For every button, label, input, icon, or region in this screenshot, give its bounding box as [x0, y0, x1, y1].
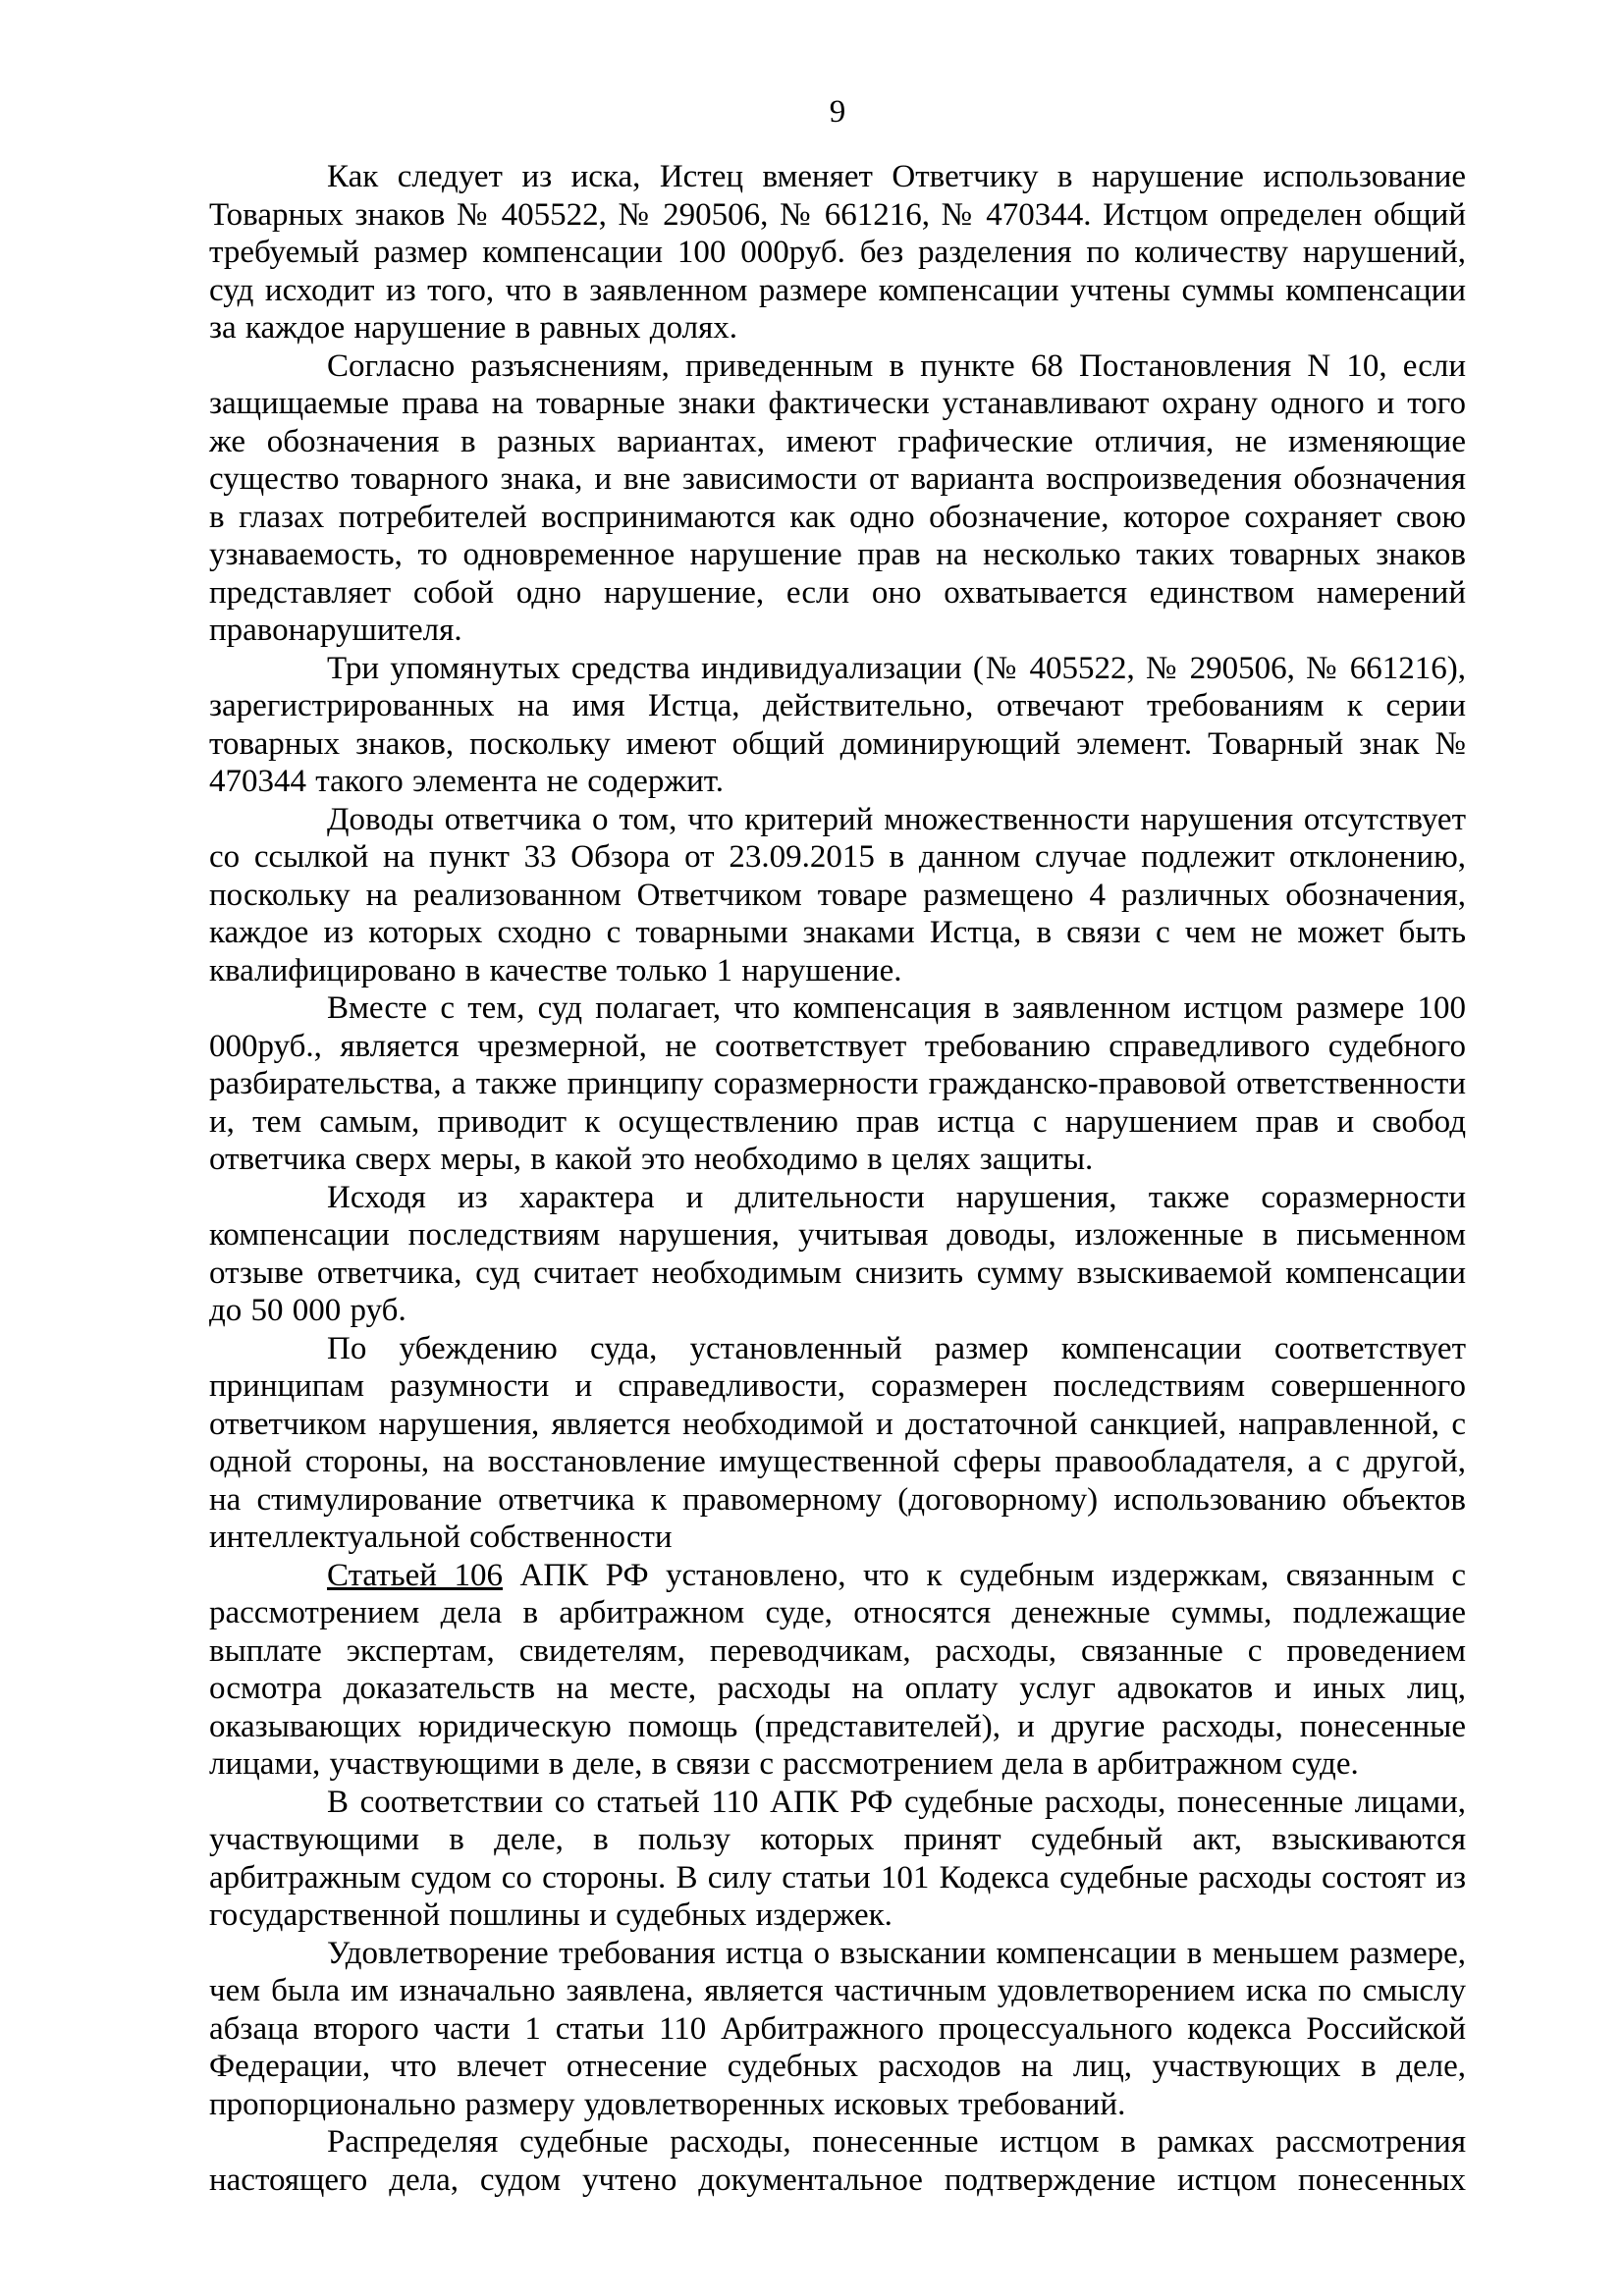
paragraph [209, 1784, 1466, 1935]
paragraph [209, 158, 1466, 347]
paragraph [209, 650, 1466, 801]
paragraph-text: АПК РФ установлено, что к судебным издержкам, связанным с рассмотрением дела в арбитражном суде, относятся денежные суммы, подлежащие выплате экспертам, свидетелям, переводчикам, расходы, связанные с проведением осмотра доказательств на месте, расходы на оплату услуг адвокатов и иных лиц, оказывающих юридическую помощь (представителей), и другие расходы, понесенные лицами, участвующими в деле, в связи с рассмотрением дела в арбитражном суде. [209, 1557, 1466, 1782]
paragraph [209, 347, 1466, 650]
paragraph-text: Вместе с тем, суд полагает, что компенсация в заявленном истцом размере 100 000руб., является чрезмерной, не соответствует требованию справедливого судебного разбирательства, а также принципу соразмерности гражданско-правовой ответственности и, тем самым, приводит к осуществлению прав истца с нарушением прав и свобод ответчика сверх меры, в какой это необходимо в целях защиты. [209, 990, 1466, 1177]
underlined-phrase: Статьей 106 [327, 1557, 503, 1593]
paragraph-text: Согласно разъяснениям, приведенным в пункте 68 Постановления N 10, если защищаемые права на товарные знаки фактически устанавливают охрану одного и того же обозначения в разных вариантах, имеют графические отличия, не изменяющие существо товарного знака, и вне зависимости от варианта воспроизведения обозначения в глазах потребителей воспринимаются как одно обозначение, которое сохраняет свою узнаваемость, то одновременное нарушение прав на несколько таких товарных знаков представляет собой одно нарушение, если оно охватывается единством намерений правонарушителя. [209, 347, 1466, 648]
paragraph-text: По убеждению суда, установленный размер компенсации соответствует принципам разумности и справедливости, соразмерен последствиям совершенного ответчиком нарушения, является необходимой и достаточной санкцией, направленной, с одной стороны, на восстановление имущественной сферы правообладателя, а с другой, на стимулирование ответчика к правомерному (договорному) использованию объектов интеллектуальной собственности [209, 1330, 1466, 1555]
page-number: 9 [829, 94, 846, 130]
paragraph-text: Три упомянутых средства индивидуализации (№ 405522, № 290506, № 661216), зарегистрированных на имя Истца, действительно, отвечают требованиям к серии товарных знаков, поскольку имеют общий доминирующий элемент. Товарный знак № 470344 такого элемента не содержит. [209, 650, 1466, 799]
paragraph [209, 1330, 1466, 1557]
paragraph [209, 1935, 1466, 2124]
paragraph-text: Исходя из характера и длительности нарушения, также соразмерности компенсации последствиям нарушения, учитывая доводы, изложенные в письменном отзыве ответчика, суд считает необходимым снизить сумму взыскиваемой компенсации до 50 000 руб. [209, 1179, 1466, 1328]
paragraph-text: Распределяя судебные расходы, понесенные истцом в рамках рассмотрения настоящего дела, судом учтено документальное подтверждение истцом понесенных [209, 2124, 1466, 2198]
paragraph [209, 1557, 1466, 1784]
paragraph [209, 801, 1466, 990]
paragraph [209, 1179, 1466, 1330]
paragraph-text: Доводы ответчика о том, что критерий множественности нарушения отсутствует со ссылкой на пункт 33 Обзора от 23.09.2015 в данном случае подлежит отклонению, поскольку на реализованном Ответчиком товаре размещено 4 различных обозначения, каждое из которых сходно с товарными знаками Истца, в связи с чем не может быть квалифицировано в качестве только 1 нарушение. [209, 801, 1466, 988]
paragraph [209, 989, 1466, 1179]
paragraph [209, 2123, 1466, 2199]
paragraph-text: В соответствии со статьей 110 АПК РФ судебные расходы, понесенные лицами, участвующими в деле, в пользу которых принят судебный акт, взыскиваются арбитражным судом со стороны. В силу статьи 101 Кодекса судебные расходы состоят из государственной пошлины и судебных издержек. [209, 1784, 1466, 1933]
paragraph-text: Удовлетворение требования истца о взыскании компенсации в меньшем размере, чем была им изначально заявлена, является частичным удовлетворением иска по смыслу абзаца второго части 1 статьи 110 Арбитражного процессуального кодекса Российской Федерации, что влечет отнесение судебных расходов на лиц, участвующих в деле, пропорционально размеру удовлетворенных исковых требований. [209, 1935, 1466, 2122]
paragraph-text: Как следует из иска, Истец вменяет Ответчику в нарушение использование Товарных знаков № 405522, № 290506, № 661216, № 470344. Истцом определен общий требуемый размер компенсации 100 000руб. без разделения по количеству нарушений, суд исходит из того, что в заявленном размере компенсации учтены суммы компенсации за каждое нарушение в равных долях. [209, 159, 1466, 346]
